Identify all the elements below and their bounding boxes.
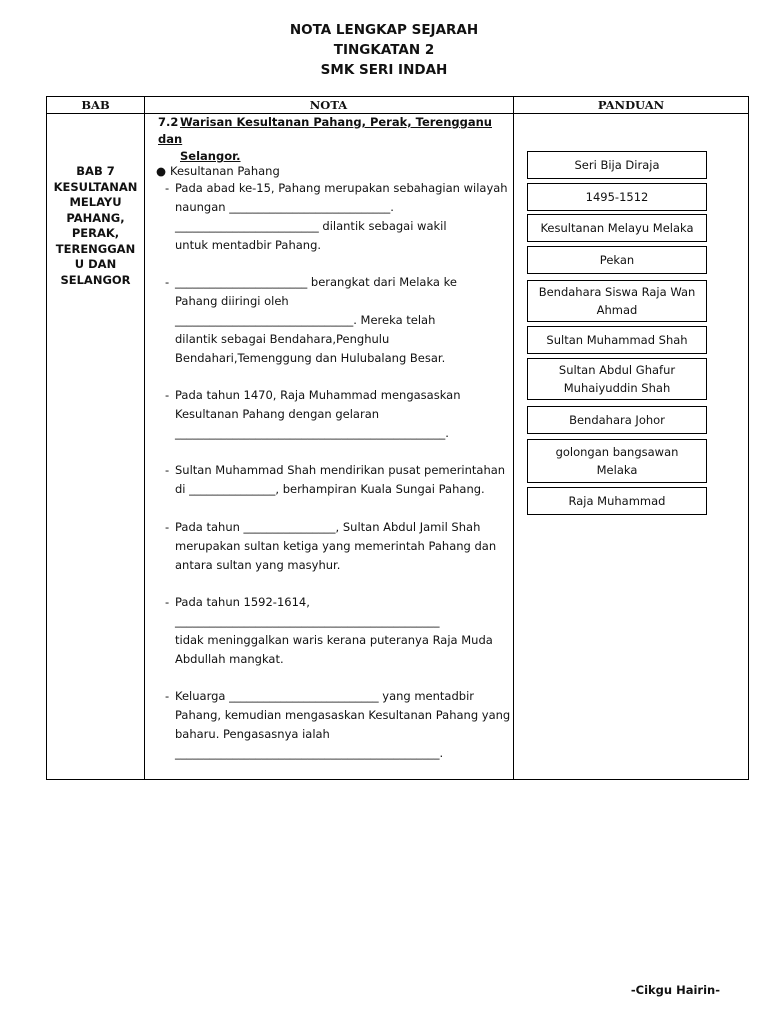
dash-marker: - bbox=[165, 181, 170, 195]
header-bab: BAB bbox=[81, 98, 110, 112]
note-item bbox=[165, 179, 515, 255]
guide-answer-line: Melaka bbox=[596, 463, 638, 477]
guide-answer-box bbox=[527, 246, 707, 274]
note-line: Abdullah mangkat. bbox=[175, 652, 284, 666]
note-line: Kesultanan Pahang dengan gelaran bbox=[175, 407, 380, 421]
chapter-line: SELANGOR bbox=[60, 272, 131, 287]
chapter-line: U DAN bbox=[74, 257, 117, 271]
note-line: Sultan Muhammad Shah mendirikan pusat pemerintahan bbox=[175, 463, 506, 477]
note-line: Pada tahun 1470, Raja Muhammad mengasaskan bbox=[175, 388, 461, 402]
note-item bbox=[165, 461, 515, 499]
guide-answer-line: Ahmad bbox=[596, 303, 638, 317]
section-subtitle bbox=[158, 114, 513, 165]
dash-marker: - bbox=[165, 463, 170, 477]
guide-answer-box bbox=[527, 214, 707, 242]
chapter-line: BAB 7 bbox=[76, 164, 115, 178]
note-line: Bendahari,Temenggung dan Hulubalang Besar. bbox=[175, 351, 446, 365]
note-line: _______________________________. Mereka telah bbox=[175, 313, 436, 327]
guide-answer-line: Muhaiyuddin Shah bbox=[563, 381, 671, 395]
guide-answer-box bbox=[527, 151, 707, 179]
chapter-line: KESULTANAN bbox=[53, 179, 138, 194]
note-item bbox=[165, 518, 515, 575]
note-line: Keluarga __________________________ yang mentadbir bbox=[175, 689, 474, 703]
chapter-line: PERAK, bbox=[71, 226, 120, 240]
note-line: Pada tahun 1592-1614, bbox=[175, 595, 310, 609]
header-nota: NOTA bbox=[309, 98, 348, 112]
guide-answer-line: Bendahara Johor bbox=[569, 413, 665, 427]
guide-answer-line: Bendahara Siswa Raja Wan bbox=[538, 285, 696, 299]
guide-answer-box bbox=[527, 280, 707, 322]
guide-answer-box bbox=[527, 183, 707, 211]
chapter-label bbox=[47, 164, 144, 288]
note-item bbox=[165, 386, 515, 443]
author-credit: -Cikgu Hairin- bbox=[630, 983, 720, 997]
document-header bbox=[0, 20, 768, 80]
chapter-line: PAHANG, bbox=[66, 210, 125, 225]
guide-answer-line: Sultan Abdul Ghafur bbox=[558, 363, 676, 377]
note-line: Pada abad ke-15, Pahang merupakan sebahagian wilayah bbox=[175, 181, 508, 195]
note-item bbox=[165, 593, 515, 669]
guide-answer-box bbox=[527, 406, 707, 434]
section-number: 7.2 bbox=[158, 115, 179, 129]
guide-answer-box bbox=[527, 326, 707, 354]
note-line: di _______________, berhampiran Kuala Sungai Pahang. bbox=[175, 482, 485, 496]
chapter-line: MELAYU bbox=[69, 195, 122, 209]
dash-marker: - bbox=[165, 275, 170, 289]
guide-answer-box bbox=[527, 487, 707, 515]
note-line: baharu. Pengasasnya ialah bbox=[175, 727, 330, 741]
note-line: dilantik sebagai Bendahara,Penghulu bbox=[175, 332, 390, 346]
note-item bbox=[165, 273, 515, 368]
bullet-icon: ● bbox=[156, 164, 167, 178]
notes-table bbox=[46, 96, 749, 780]
note-line: merupakan sultan ketiga yang memerintah Pahang dan bbox=[175, 539, 497, 553]
guide-answer-box bbox=[527, 439, 707, 483]
bullet-heading bbox=[156, 163, 280, 180]
section-title-line: Selangor. bbox=[180, 149, 241, 163]
chapter-line: TERENGGAN bbox=[55, 241, 136, 256]
guide-answer-line: golongan bangsawan bbox=[555, 445, 679, 459]
bullet-heading-text: Kesultanan Pahang bbox=[170, 164, 280, 178]
note-line: naungan ____________________________. bbox=[175, 200, 394, 214]
note-line: tidak meninggalkan waris kerana puteranya Raja Muda bbox=[175, 633, 493, 647]
note-line: Pada tahun ________________, Sultan Abdul Jamil Shah bbox=[175, 520, 481, 534]
section-title-line: Warisan Kesultanan Pahang, Perak, Terengganu dan bbox=[158, 115, 492, 146]
note-line: Pahang, kemudian mengasaskan Kesultanan Pahang yang bbox=[175, 708, 511, 722]
doc-school: SMK SERI INDAH bbox=[320, 62, 448, 78]
dash-marker: - bbox=[165, 595, 170, 609]
note-item bbox=[165, 687, 515, 763]
doc-title: NOTA LENGKAP SEJARAH bbox=[289, 22, 479, 38]
note-line: _________________________ dilantik sebagai wakil bbox=[175, 219, 447, 233]
note-line: _______________________________________________. bbox=[175, 426, 449, 440]
doc-grade: TINGKATAN 2 bbox=[333, 42, 435, 58]
note-line: untuk mentadbir Pahang. bbox=[175, 238, 322, 252]
note-line: Pahang diiringi oleh bbox=[175, 294, 289, 308]
dash-marker: - bbox=[165, 388, 170, 402]
guide-answer-line: Sultan Muhammad Shah bbox=[546, 333, 688, 347]
dash-marker: - bbox=[165, 520, 170, 534]
note-line: ______________________________________________ bbox=[175, 614, 440, 628]
dash-marker: - bbox=[165, 689, 170, 703]
guide-answer-line: Pekan bbox=[599, 253, 635, 267]
guide-answer-line: Raja Muhammad bbox=[568, 494, 666, 508]
guide-answer-box bbox=[527, 358, 707, 400]
header-panduan: PANDUAN bbox=[597, 98, 665, 112]
note-line: antara sultan yang masyhur. bbox=[175, 558, 341, 572]
guide-answer-line: Seri Bija Diraja bbox=[574, 158, 660, 172]
note-line: _______________________ berangkat dari Melaka ke bbox=[175, 275, 457, 289]
guide-answer-line: Kesultanan Melayu Melaka bbox=[540, 221, 694, 235]
note-line: ______________________________________________. bbox=[175, 746, 444, 760]
column-divider bbox=[144, 97, 145, 779]
guide-answer-line: 1495-1512 bbox=[585, 190, 649, 204]
